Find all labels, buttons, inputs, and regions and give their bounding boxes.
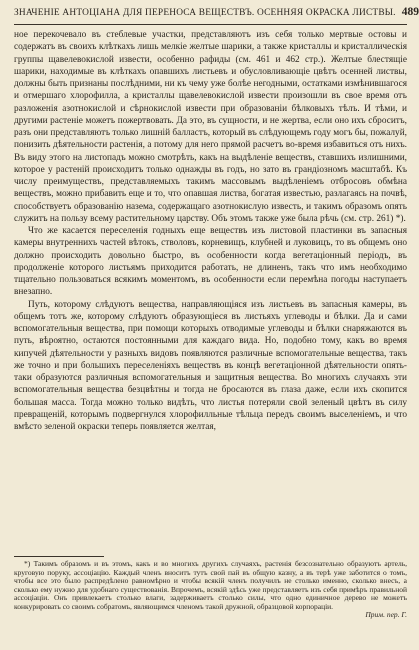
header-rule (14, 24, 407, 25)
footnotes (14, 556, 407, 620)
paragraph-1: ное перекочевало въ стеблевые участки, представляютъ изъ себя только мертвые остовы и содержатъ въ своихъ клѣткахъ лишь мелкіе желтые шарики, а также кристаллы и кристаллическія группы щавелевокислой извести, особенно рафиды (см. 461 и 462 стр.). Желтые блестящіе шарики, находимые въ клѣткахъ опавшихъ листьевъ и обусловливающіе цвѣтъ осенней листвы, должны быть признаны послѣдними, ни къ чему уже болѣе негодными, остатками измѣнившагося и отмершаго хлорофилла, а кристаллы щавелевокислой извести произошли въ свое время отъ разложенія азотнокислой и сѣрнокислой извести при образованіи бѣлковыхъ тѣлъ. И тѣми, и другими растеніе можетъ пожертвовать. Да это, въ сущности, и не жертва, если оно ихъ сброситъ, разъ они представляютъ только лишній балластъ, который въ слѣдующемъ году могъ бы, пожалуй, понизить дѣятельности растенія, а потому для него прямой расчетъ во-время избавиться отъ нихъ. Въ виду этого на листопадъ можно смотрѣть, какъ на выдѣленіе веществъ, ставшихъ излишними, которое у растеній происходитъ только однажды въ годъ, но зато въ грандіозномъ масштабѣ. Къ числу преимуществъ, представляемыхъ такимъ массовымъ выдѣленіемъ отбросовъ обмѣна веществъ, можно прибавить еще и то, что опавшая листва, богатая известью, разлагаясь на почвѣ, способствуетъ образованію назема, содержащаго азотнокислую известь, и такимъ образомъ опять служитъ на пользу всему растительному царству. Объ этомъ также уже была рѣчь (см. стр. 261) *). (14, 30, 407, 224)
footnote-rule (14, 556, 104, 557)
running-header (14, 6, 419, 22)
page-number: 489 (401, 6, 419, 18)
paragraph-2: Что же касается переселенія годныхъ еще веществъ изъ листовой пластинки въ запасныя камеры внутреннихъ частей вѣтокъ, стволовъ, корневищъ, клубней и луковицъ, то въ общемъ оно должно происходить довольно быстро, въ особенности когда вегетаціонный періодъ, въ продолженіе которого листьямъ приходится работать, не длиненъ, такъ что имъ необходимо тщательно пользоваться всякимъ моментомъ, въ особенности если перемѣна погоды наступаетъ внезапно. (14, 226, 407, 298)
running-title: ЗНАЧЕНІЕ АНТОЦІАНА ДЛЯ ПЕРЕНОСА ВЕЩЕСТВЪ. ОСЕННЯЯ ОКРАСКА ЛИСТВЫ. (14, 8, 396, 18)
body-text (14, 29, 407, 433)
footnote-signature: Прим. пер. Г. (365, 610, 407, 620)
footnote-text: *) Такимъ образомъ и въ этомъ, какъ и во многихъ другихъ случаяхъ, растенія безсознательно образуютъ артель, круговую поруку, ассоціацію. Каждый членъ вноситъ тутъ свой пай въ общую казну, а въ терѣ уже заботится о томъ, чтобы все это было распредѣлено равномѣрно и чтобы всякій членъ получилъ не столько именно, сколько внесъ, а сколько ему нужно для удобнаго существованія. Впрочемъ, всякій здѣсь уже представляетъ изъ себя примѣръ правильной ассоціаціи. Онъ привлекаетъ столько влаги, задерживаетъ столько силы, что одно единичное дерево не можетъ конкурировать со своимъ собратомъ, являющимся членомъ такой дружной, образцовой корпораціи. (14, 559, 407, 611)
paragraph-3: Путь, которому слѣдуютъ вещества, направляющіяся изъ листьевъ въ запасныя камеры, въ общемъ тотъ же, которому слѣдуютъ образующіеся въ листьяхъ углеводы и бѣлки. Да и сами вспомогательныя вещества, при помощи которыхъ отводимые углеводы и бѣлки снаряжаются въ путь, вѣроятно, остаются постоянными для каждаго вида. Но, подобно тому, какъ во время кипучей дѣятельности у разныхъ видовъ появляются различные вспомогательные вещества, такъ же точно и при большихъ переселеніяхъ веществъ въ концѣ вегетаціонной дѣятельности опять-таки образуются различныя вспомогательныя и защитныя вещества. Во многихъ случаяхъ эти вспомогательныя вещества безцвѣтны и тогда не бросаются въ глаза даже, если ихъ скопится большая масса. Тогда можно только видѣть, что листья потеряли свой зеленый цвѣтъ въ силу превращеній, которымъ подвергнулся хлорофилльные тѣльца передъ своимъ выселеніемъ, и что вмѣсто зеленой окраски теперь появляется желтая, (14, 299, 407, 432)
